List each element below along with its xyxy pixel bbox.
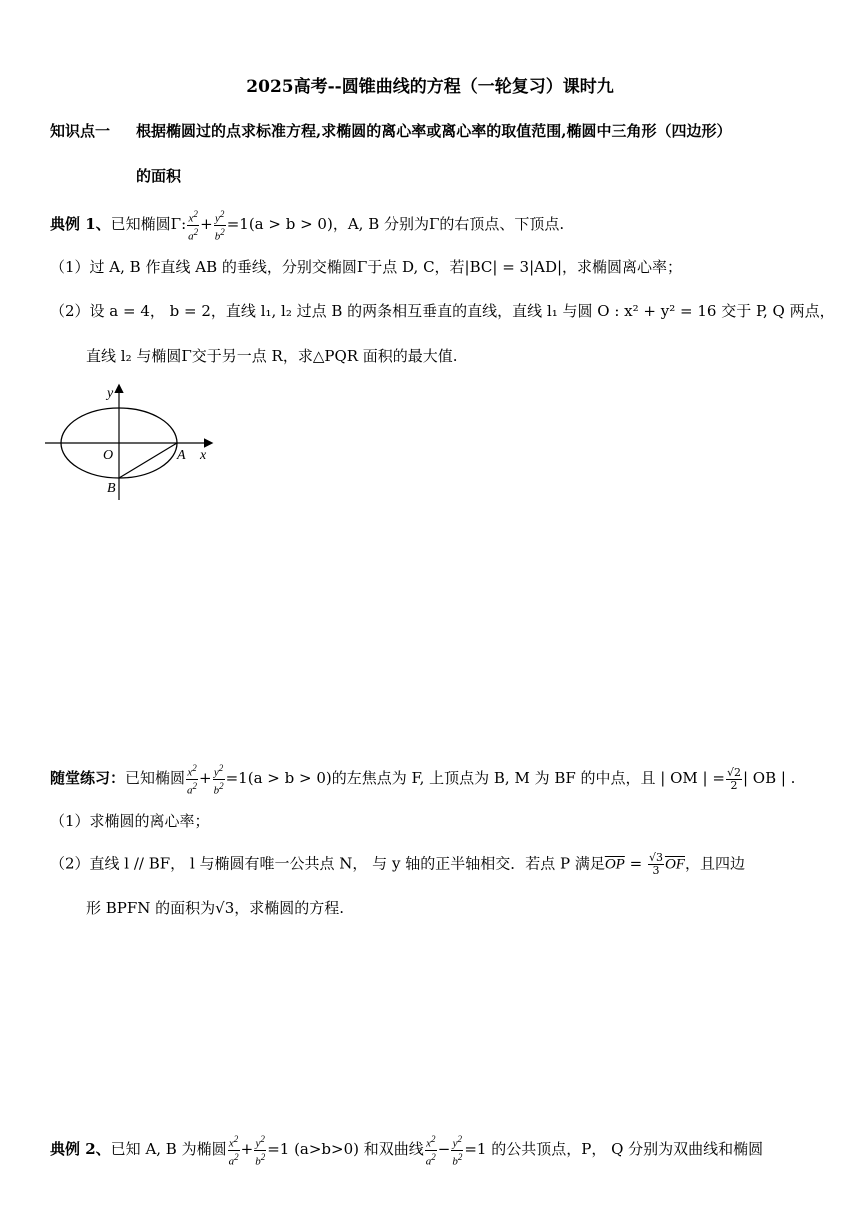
example2-cond2: =1 的公共顶点，P， Q 分别为双曲线和椭圆 [464,1140,764,1159]
fraction-x2-a2: $\frac{x^2}{a^2}$ [425,1134,436,1168]
fraction-x2-a2: $\frac{x^2}{a^2}$ [228,1134,239,1168]
point-b-label: B [107,481,116,496]
section-text-cont: 的面积 [136,167,182,185]
fraction-x2-a2: $\frac{x^2}{a^2}$ [188,209,199,243]
fraction-y2-b2: $\frac{y^2}{b^2}$ [452,1134,463,1168]
example1-post: A, B 分别为Γ的右顶点、下顶点. [347,215,565,234]
example1-q2a: （2）设 a = 4， b = 2，直线 l₁, l₂ 过点 B 的两条相互垂直的直线，直线 l₁ 与圆 O : x² + y² = 16 交于 P, Q 两点， [50,302,835,320]
practice-pre: 已知椭圆 [125,769,186,788]
fraction-x2-a2: $\frac{x^2}{a^2}$ [187,763,198,797]
example2-label: 典例 2、 [50,1140,111,1159]
vector-of: $\overline{OF}$ [664,856,685,873]
practice-statement: 随堂练习：已知椭圆 $\frac{x^2}{a^2}$ + $\frac{y^2}{b^2}$ =1(a > b > 0)的左焦点为 F, 上顶点为 B, M 为 BF 的中点，且 | OM | = $\frac{√2}{2}$ | OB | . [50,763,796,797]
example1-pre: 已知椭圆Γ: [110,215,187,234]
practice-post: | OB | . [742,769,796,788]
practice-q2b: 形 BPFN 的面积为√3，求椭圆的方程. [86,899,345,917]
practice-mid: 的左焦点为 F, 上顶点为 B, M 为 BF 的中点，且 | OM | = [331,769,725,788]
example1-q1: （1）过 A, B 作直线 AB 的垂线，分别交椭圆Γ于点 D, C，若|BC| = 3|AD|，求椭圆离心率； [50,258,683,276]
vector-op: $\overline{OP}$ [604,856,625,873]
origin-label: O [103,448,114,463]
practice-q2a-pre: （2）直线 l // BF， l 与椭圆有唯一公共点 N， 与 y 轴的正半轴相交．若点 P 满足 [50,854,605,873]
practice-label: 随堂练习： [50,769,126,788]
point-a-label: A [177,448,186,463]
fraction-y2-b2: $\frac{y^2}{b^2}$ [213,763,224,797]
example2-cond1: =1 (a>b>0) 和双曲线 [267,1140,424,1159]
fraction-sqrt2-over-2: $\frac{√2}{2}$ [726,765,741,792]
example1-label: 典例 1、 [50,215,111,234]
fraction-y2-b2: $\frac{y^2}{b^2}$ [255,1134,266,1168]
practice-q2a-post: ，且四边 [684,854,745,873]
fraction-y2-b2: $\frac{y^2}{b^2}$ [214,209,225,243]
ellipse-figure [45,380,225,505]
practice-q1: （1）求椭圆的离心率； [50,812,210,830]
section-text: 根据椭圆过的点求标准方程,求椭圆的离心率或离心率的取值范围,椭圆中三角形（四边形） [136,122,732,140]
page-title: 2025高考--圆锥曲线的方程（一轮复习）课时九 [246,77,614,97]
example1-statement: 典例 1、已知椭圆Γ: $\frac{x^2}{a^2}$ + $\frac{y^2}{b^2}$ =1(a > b > 0)，A, B 分别为Γ的右顶点、下顶点. [50,209,565,243]
practice-cond: =1(a > b > 0) [225,769,332,788]
section-label: 知识点一 [50,122,111,140]
x-axis-label: x [200,448,207,463]
fraction-sqrt3-over-3: $\frac{√3}{3}$ [648,851,663,877]
practice-q2a: （2）直线 l // BF， l 与椭圆有唯一公共点 N， 与 y 轴的正半轴相交．若点 P 满足$\overline{OP}$ = $\frac{√3}{3}$ $\overline{OF}$，且四边 [50,851,745,877]
example1-q2b: 直线 l₂ 与椭圆Γ交于另一点 R，求△PQR 面积的最大值. [86,347,458,365]
example2-pre: 已知 A, B 为椭圆 [110,1140,227,1159]
example1-cond: =1(a > b > 0)， [226,215,348,234]
example2-statement: 典例 2、已知 A, B 为椭圆 $\frac{x^2}{a^2}$ + $\frac{y^2}{b^2}$ =1 (a>b>0) 和双曲线 $\frac{x^2}{a^2}$ − $\frac{y^2}{b^2}$ =1 的公共顶点，P， Q 分别为双曲线和椭圆 [50,1134,764,1168]
y-axis-label: y [107,386,114,401]
